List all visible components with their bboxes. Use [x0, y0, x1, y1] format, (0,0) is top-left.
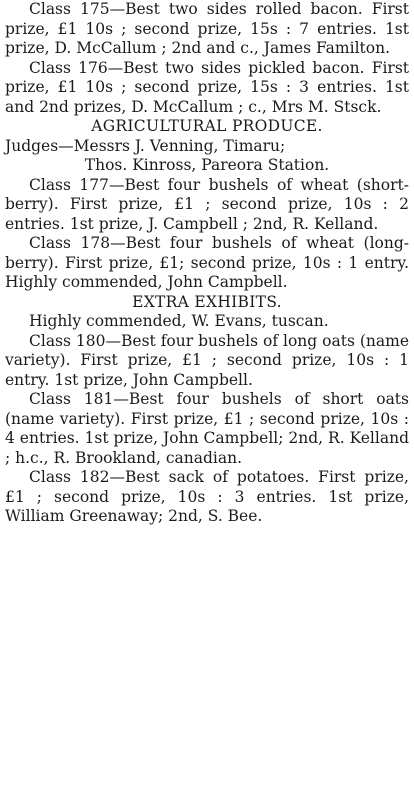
extra-exhibits-heading: EXTRA EXHIBITS. — [132, 292, 282, 311]
class-180-entry: Class 180—Best four bushels of long oats (name variety). First prize, £1 ; second prize, 10s : 1 entry. 1st prize, John Campbell. — [5, 331, 409, 389]
class-176-entry: Class 176—Best two sides pickled bacon. First prize, £1 10s ; second prize, 15s : 3 entries. 1st and 2nd prizes, D. McCallum ; c., Mrs M. Stsck. — [5, 58, 409, 116]
class-181-entry: Class 181—Best four bushels of short oats (name variety). First prize, £1 ; second prize, 10s : 4 entries. 1st prize, John Campbell; 2nd, R. Kelland ; h.c., R. Brookland, canadian. — [5, 390, 409, 467]
class-178-entry: Class 178—Best four bushels of wheat (long-berry). First prize, £1; second prize, 10s : 1 entry. Highly commended, John Campbell. — [5, 234, 409, 291]
extra-highly-commended: Highly commended, W. Evans, tuscan. — [29, 312, 329, 330]
class-182-entry: Class 182—Best sack of potatoes. First prize, £1 ; second prize, 10s : 3 entries. 1st prize, William Greenaway; 2nd, S. Bee. — [5, 468, 409, 525]
agricultural-produce-heading: AGRICULTURAL PRODUCE. — [91, 117, 323, 135]
agricultural-judges-line: Judges—Messrs J. Venning, Timaru; — [5, 136, 286, 155]
agricultural-judges-continuation: Thos. Kinross, Pareora Station. — [84, 156, 330, 174]
class-177-entry: Class 177—Best four bushels of wheat (short-berry). First prize, £1 ; second prize, 10s : 2 entries. 1st prize, J. Campbell ; 2nd, R. Kelland. — [5, 175, 409, 233]
class-175-entry: Class 175—Best two sides rolled bacon. First prize, £1 10s ; second prize, 15s : 7 entries. 1st prize, D. McCallum ; 2nd and c., James Familton. — [5, 0, 409, 57]
